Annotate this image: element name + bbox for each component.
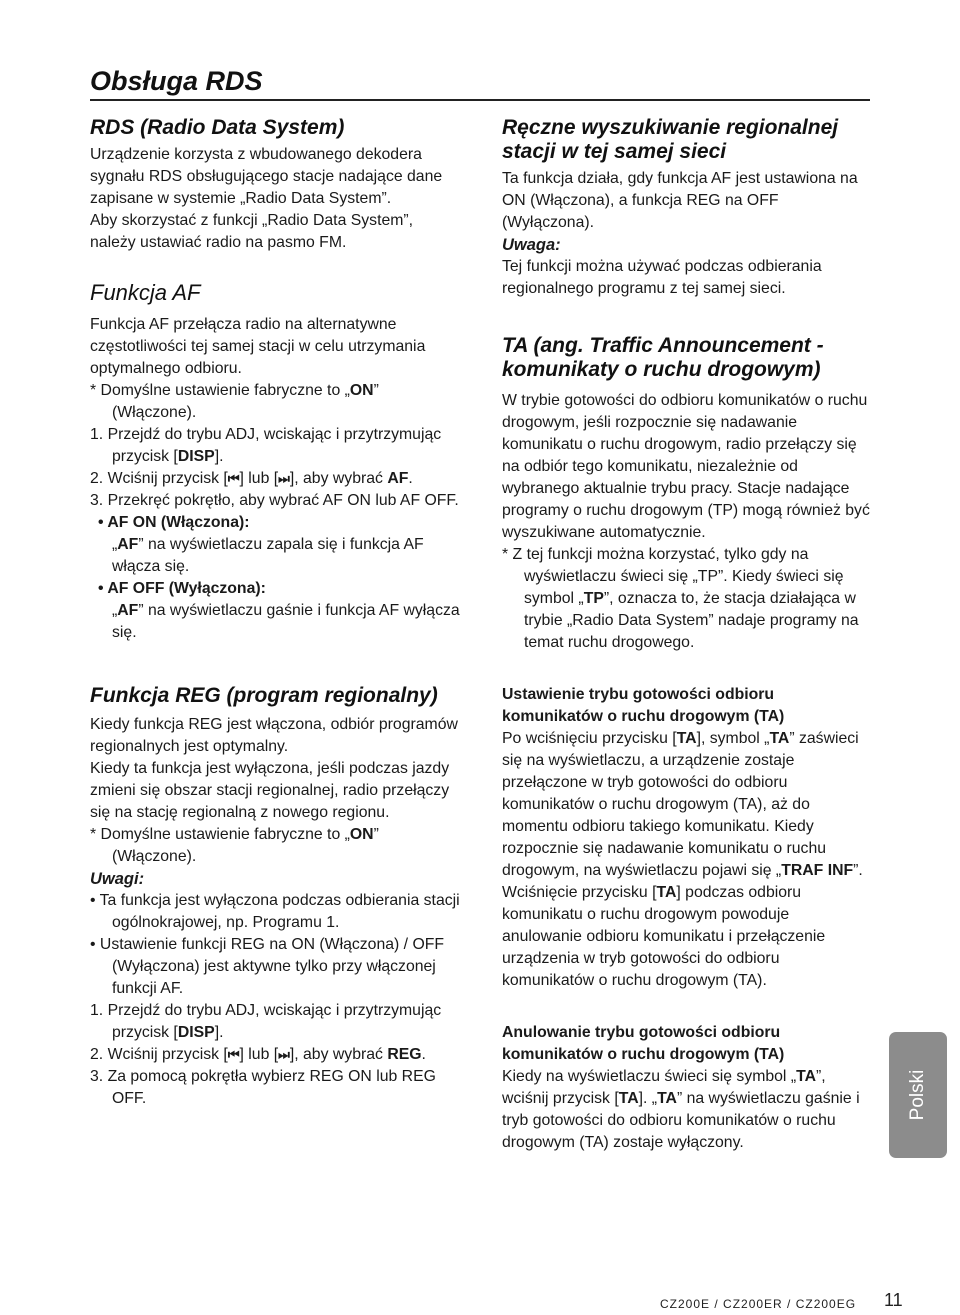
next-track-icon: ⏭ — [278, 471, 290, 486]
manual-note-text: Tej funkcji można używać podczas odbierania regionalnego programu z tej samej sieci. — [502, 258, 822, 297]
prev-track-icon: ⏮ — [227, 1047, 240, 1062]
ta-standby-heading: Ustawienie trybu gotowości odbioru komunikatów o ruchu drogowym (TA) — [502, 686, 785, 725]
page-number: 11 — [884, 1290, 903, 1310]
title-divider — [90, 99, 870, 101]
af-off-desc: „AF” na wyświetlaczu gaśnie i funkcja AF wyłącza się. — [112, 602, 460, 641]
af-step-2: 2. Wciśnij przycisk [⏮] lub [⏭], aby wybrać AF. — [90, 470, 413, 487]
rds-paragraph-2: Aby skorzystać z funkcji „Radio Data System”, należy ustawiać radio na pasmo FM. — [90, 212, 414, 251]
ta-paragraph: W trybie gotowości do odbioru komunikatów o ruchu drogowym, jeśli rozpocznie się nadawanie komunikatu o ruchu drogowym, radio przełączy się na odbiór tego komunikatu, niezależnie od wybranego aktualnie trybu pracy. Stacje nadające programy o ruchu drogowym (TP) mogą również być wyszukiwane automatycznie. — [502, 392, 870, 541]
left-column — [90, 116, 462, 1110]
af-step-1: 1. Przejdź do trybu ADJ, wciskając i przytrzymując przycisk [DISP]. — [90, 426, 442, 465]
manual-note-label: Uwaga: — [502, 236, 561, 254]
ta-star-note: * Z tej funkcji można korzystać, tylko gdy na wyświetlaczu świeci się „TP”. Kiedy świeci się symbol „TP”, oznacza to, że stacja działająca w trybie „Radio Data System” nadaje programy na temat ruchu drogowego. — [502, 546, 859, 651]
reg-note-2: • Ustawienie funkcji REG na ON (Włączona) / OFF (Wyłączona) jest aktywne tylko przy włączonej funkcji AF. — [90, 936, 445, 997]
af-paragraph: Funkcja AF przełącza radio na alternatywne częstotliwości tej samej stacji w celu utrzymania optymalnego odbioru. — [90, 316, 426, 377]
manual-search-paragraph: Ta funkcja działa, gdy funkcja AF jest ustawiona na ON (Włączona), a funkcja REG na OFF (Wyłączona). — [502, 170, 858, 231]
manual-search-heading: Ręczne wyszukiwanie regionalnej stacji w tej samej sieci — [502, 116, 839, 163]
af-off-label: • AF OFF (Wyłączona): — [98, 580, 266, 597]
af-heading: Funkcja AF — [90, 280, 201, 305]
language-tab-label: Polski — [907, 1069, 928, 1121]
ta-standby-paragraph: Po wciśnięciu przycisku [TA], symbol „TA” zaświeci się na wyświetlaczu, a urządzenie zostaje przełączone w tryb gotowości do odbioru komunikatów o ruchu drogowym (TA), aż do momentu odbioru takiego komunikatu. Kiedy rozpocznie się nadawanie komunikatu o ruchu drogowym, na wyświetlaczu pojawi się „TRAF INF”. Wciśnięcie przycisku [TA] podczas odbioru komunikatu o ruchu drogowym powoduje anulowanie odbioru komunikatu i przełączenie urządzenia w tryb gotowości do odbioru komunikatów o ruchu drogowym (TA). — [502, 730, 863, 989]
next-track-icon: ⏭ — [278, 1047, 290, 1062]
language-tab — [889, 1032, 947, 1158]
reg-default-note: * Domyślne ustawienie fabryczne to „ON” (Włączone). — [90, 826, 379, 865]
af-default-note: * Domyślne ustawienie fabryczne to „ON” (Włączone). — [90, 382, 379, 421]
footer-model-names: CZ200E / CZ200ER / CZ200EG — [660, 1297, 857, 1311]
prev-track-icon: ⏮ — [227, 471, 240, 486]
reg-heading: Funkcja REG (program regionalny) — [90, 684, 438, 707]
reg-step-1: 1. Przejdź do trybu ADJ, wciskając i przytrzymując przycisk [DISP]. — [90, 1002, 442, 1041]
right-column — [502, 116, 872, 1154]
ta-cancel-paragraph: Kiedy na wyświetlaczu świeci się symbol „TA”, wciśnij przycisk [TA]. „TA” na wyświetlaczu gaśnie i tryb gotowości do odbioru komunikatów o ruchu drogowym (TA) zostaje wyłączony. — [502, 1068, 860, 1151]
ta-cancel-heading: Anulowanie trybu gotowości odbioru komunikatów o ruchu drogowym (TA) — [502, 1024, 785, 1063]
reg-step-3: 3. Za pomocą pokrętła wybierz REG ON lub REG OFF. — [90, 1068, 436, 1107]
rds-paragraph-1: Urządzenie korzysta z wbudowanego dekodera sygnału RDS obsługującego stacje nadające dane zapisane w systemie „Radio Data System”. — [90, 146, 443, 207]
reg-notes-label: Uwagi: — [90, 870, 145, 888]
af-on-label: • AF ON (Włączona): — [98, 514, 250, 531]
ta-heading: TA (ang. Traffic Announcement - komunikaty o ruchu drogowym) — [502, 334, 824, 381]
reg-note-1: • Ta funkcja jest wyłączona podczas odbierania stacji ogólnokrajowej, np. Programu 1. — [90, 892, 460, 931]
af-on-desc: „AF” na wyświetlaczu zapala się i funkcja AF włącza się. — [112, 536, 424, 575]
rds-heading: RDS (Radio Data System) — [90, 116, 345, 139]
reg-step-2: 2. Wciśnij przycisk [⏮] lub [⏭], aby wybrać REG. — [90, 1046, 426, 1063]
af-step-3: 3. Przekręć pokrętło, aby wybrać AF ON lub AF OFF. — [90, 492, 459, 509]
reg-paragraph-1: Kiedy funkcja REG jest włączona, odbiór programów regionalnych jest optymalny. — [90, 716, 458, 755]
page-title: Obsługa RDS — [90, 66, 263, 96]
reg-paragraph-2: Kiedy ta funkcja jest wyłączona, jeśli podczas jazdy zmieni się obszar stacji regionalnej, radio przełączy się na stację regionalną z nowego regionu. — [90, 760, 450, 821]
